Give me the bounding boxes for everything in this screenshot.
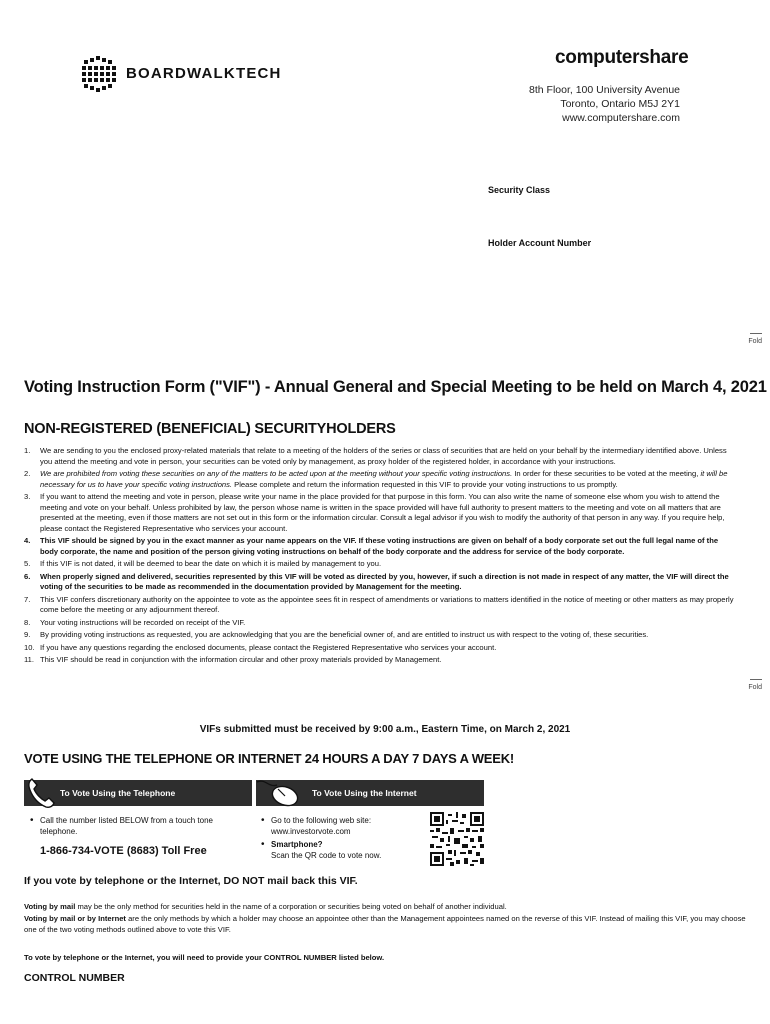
fold-label: Fold (748, 338, 762, 345)
control-number-note: To vote by telephone or the Internet, you will need to provide your CONTROL NUMBER listed below. (24, 953, 385, 962)
computer-mouse-icon (255, 776, 301, 808)
instruction-text: When properly signed and delivered, securities represented by this VIF will be voted as directed by you, however, if such a direction is not made in respect of any matter, the VIF will direct the voting of the securities to be made as recommended in the documentation provided by Management for the meeting. (40, 571, 729, 591)
no-mail-notice: If you vote by telephone or the Internet, DO NOT mail back this VIF. (24, 875, 358, 887)
submission-deadline: VIFs submitted must be received by 9:00 a.m., Eastern Time, on March 2, 2021 (199, 724, 571, 735)
internet-band-label: To Vote Using the Internet (312, 788, 417, 798)
instruction-number: 8. (24, 617, 31, 627)
instruction-text: Your voting instructions will be recorded on receipt of the VIF. (40, 617, 246, 627)
mail-paragraph-lead: Voting by mail (24, 902, 76, 911)
instruction-item (24, 536, 736, 557)
mail-paragraph (24, 902, 754, 913)
bullet-icon: • (261, 839, 265, 850)
instruction-text: If you want to attend the meeting and vote in person, please write your name in the place provided for that purpose in this form. You can also write the name of someone else whom you wish to attend the meeting and vote on your behalf. Unless prohibited by law, the person whose name is written in the space provided will have full authority to present matters to the meeting and vote on all matters that are presented at the meeting, even if those matters are not set out in this form or the information circular. Consult a legal advisor if you wish to modify the authority of that person in any way. If you require help, please contact the Registered Representative who services your account. (40, 492, 725, 533)
mail-paragraph-text: are the only methods by which a holder may choose an appointee other than the Management appointees named on the reverse of this VIF. Instead of mailing this VIF, you may choose one of the two voting methods outlined above to vote this VIF. (24, 914, 746, 934)
agent-address-line: Toronto, Ontario M5J 2Y1 (560, 98, 680, 110)
telephone-instruction-text: Call the number listed BELOW from a touch tone telephone. (40, 816, 213, 836)
instruction-text: If you have any questions regarding the enclosed documents, please contact the Registered Representative who services your account. (40, 642, 497, 652)
mail-paragraph-text: may be the only method for securities held in the name of a corporation or securities being voted on behalf of another individual. (75, 902, 507, 911)
instruction-text: We are sending to you the enclosed proxy-related materials that relate to a meeting of the holders of the series or class of securities that are held on your behalf by the intermediary identified above. Unless you attend the meeting and vote in person, your securities can be voted only by management, as proxy holder of the registered holder, in accordance with your instructions. (40, 446, 727, 466)
instruction-text: Please complete and return the information requested in this VIF to provide your voting instructions to us promptly. (232, 479, 618, 489)
bullet-icon: • (261, 815, 265, 826)
fold-label: Fold (748, 684, 762, 691)
instruction-number: 11. (24, 655, 34, 664)
instruction-text-italic: We are prohibited from voting these securities on any of the matters to be acted upon at the meeting without your specific voting instructions. (40, 469, 513, 478)
instruction-item (24, 595, 736, 616)
smartphone-text: Scan the QR code to vote now. (271, 850, 382, 860)
mail-paragraph-lead: Voting by mail or by Internet (24, 914, 126, 923)
vote-heading: VOTE USING THE TELEPHONE OR INTERNET 24 HOURS A DAY 7 DAYS A WEEK! (24, 751, 515, 766)
boardwalktech-cube-icon (80, 56, 120, 94)
instruction-item (24, 643, 736, 654)
instruction-item (24, 618, 736, 629)
qr-code-icon[interactable] (430, 812, 484, 866)
instruction-number: 6. (24, 571, 31, 581)
boardwalktech-logo (80, 56, 305, 94)
smartphone-title: Smartphone? (271, 840, 323, 849)
mail-paragraph (24, 914, 754, 935)
telephone-band-label: To Vote Using the Telephone (60, 788, 176, 798)
telephone-band (24, 780, 252, 806)
instruction-number: 9. (24, 630, 31, 639)
instruction-item (24, 469, 736, 490)
agent-address-line: www.computershare.com (562, 112, 680, 124)
instruction-item (24, 630, 736, 641)
instruction-item (24, 559, 736, 570)
telephone-icon (26, 777, 56, 809)
computershare-logo: computershare (555, 47, 689, 68)
instruction-item (24, 655, 736, 666)
bullet-icon: • (30, 815, 34, 826)
agent-address-line: 8th Floor, 100 University Avenue (529, 84, 680, 96)
instruction-text: In order for these securities to be voted at the meeting, (512, 469, 701, 478)
section-heading: NON-REGISTERED (BENEFICIAL) SECURITYHOLDERS (24, 421, 396, 437)
fold-mark (738, 679, 762, 691)
instruction-text: By providing voting instructions as requested, you are acknowledging that you are the beneficial owner of, and are entitled to instruct us with respect to the voting of, these securities. (40, 630, 649, 639)
form-title: Voting Instruction Form ("VIF") - Annual General and Special Meeting to be held on March 4, 2021 (24, 378, 767, 396)
instruction-item (24, 446, 736, 467)
instruction-number: 4. (24, 536, 31, 545)
internet-instruction-text[interactable]: Go to the following web site: www.investorvote.com (271, 816, 372, 836)
instruction-text: This VIF confers discretionary authority on the appointee to vote as the appointee sees fit in respect of amendments or variations to matters identified in the notice of meeting or other matters as may properly come before the meeting or any adjournment thereof. (40, 594, 734, 614)
telephone-number[interactable]: 1-866-734-VOTE (8683) Toll Free (40, 845, 207, 857)
internet-instruction (261, 816, 421, 837)
agent-address (460, 83, 680, 125)
control-number-label: CONTROL NUMBER (24, 972, 125, 984)
smartphone-instruction (261, 840, 421, 861)
security-class-label: Security Class (488, 185, 551, 195)
instructions-list (24, 446, 736, 668)
instruction-number: 3. (24, 492, 31, 501)
fold-mark (738, 333, 762, 345)
instruction-number: 7. (24, 594, 31, 604)
instruction-text-italic: it will be necessary for us to have your specific voting instructions. (40, 469, 728, 489)
instruction-item (24, 572, 736, 593)
telephone-instruction (30, 816, 230, 837)
instruction-text: This VIF should be signed by you in the exact manner as your name appears on the VIF. If these voting instructions are given on behalf of a body corporate set out the full legal name of the body corporate, the name and position of the person giving voting instructions on behalf of the body corporate and the address for service of the body corporate. (40, 536, 719, 556)
instruction-number: 5. (24, 559, 31, 568)
instruction-text: This VIF should be read in conjunction with the information circular and other proxy materials provided by Management. (40, 655, 442, 664)
instruction-text: If this VIF is not dated, it will be deemed to bear the date on which it is mailed by management to you. (40, 559, 382, 568)
holder-account-label: Holder Account Number (488, 238, 592, 248)
instruction-number: 10. (24, 642, 35, 652)
boardwalktech-logo-text: BOARDWALKTECH (126, 65, 282, 82)
instruction-item (24, 492, 736, 534)
instruction-number: 2. (24, 469, 31, 478)
instruction-number: 1. (24, 446, 31, 455)
